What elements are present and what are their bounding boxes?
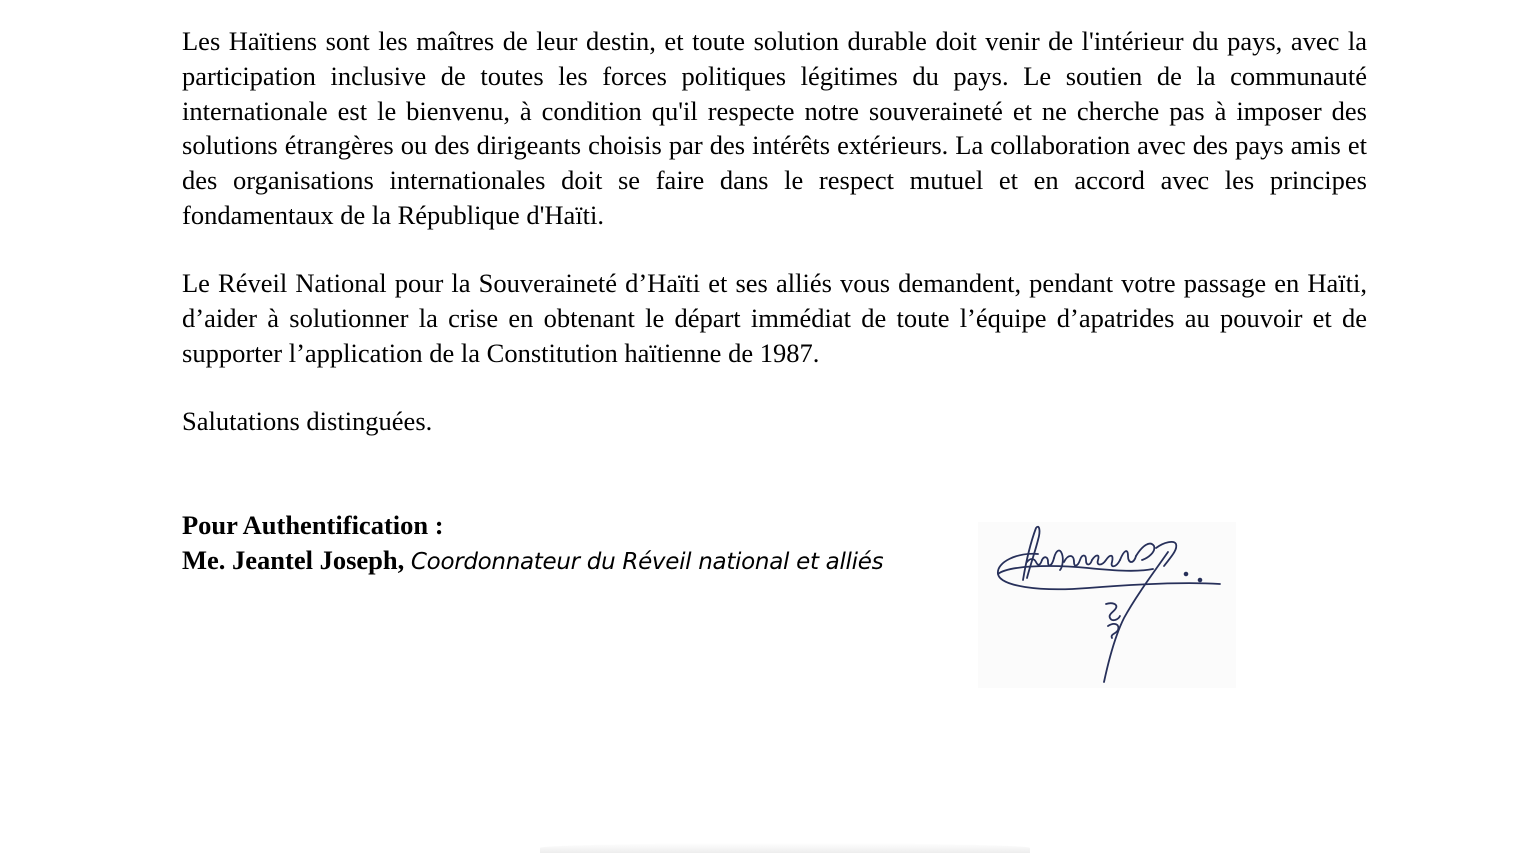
body-paragraph-sovereignty: Les Haïtiens sont les maîtres de leur destin, et toute solution durable doit venir de l'intérieur du pays, avec la participation inclusive de toutes les forces politiques légitimes du pays. Le soutien de la communauté internationale est le bienvenu, à condition qu'il respecte notre souveraineté et ne cherche pas à imposer des solutions étrangères ou des dirigeants choisis par des intérêts extérieurs. La collaboration avec des pays amis et des organisations internationales doit se faire dans le respect mutuel et en accord avec les principes fondamentaux de la République d'Haïti. bbox=[182, 26, 1367, 230]
closing-salutation: Salutations distinguées. bbox=[182, 406, 433, 436]
authentication-title: Pour Authentification : bbox=[182, 510, 444, 540]
body-paragraph-request: Le Réveil National pour la Souveraineté d’Haïti et ses alliés vous demandent, pendant votre passage en Haïti, d’aider à solutionner la crise en obtenant le départ immédiat de toute l’équipe d’apatrides au pouvoir et de supporter l’application de la Constitution haïtienne de 1987. bbox=[182, 268, 1367, 368]
signature-icon bbox=[978, 522, 1236, 688]
signatory-line bbox=[182, 543, 982, 580]
page-edge-shadow bbox=[540, 843, 1030, 853]
signatory-role: Coordonnateur du Réveil national et alliés bbox=[410, 549, 884, 575]
signatory-name: Me. Jeantel Joseph, bbox=[182, 545, 405, 575]
